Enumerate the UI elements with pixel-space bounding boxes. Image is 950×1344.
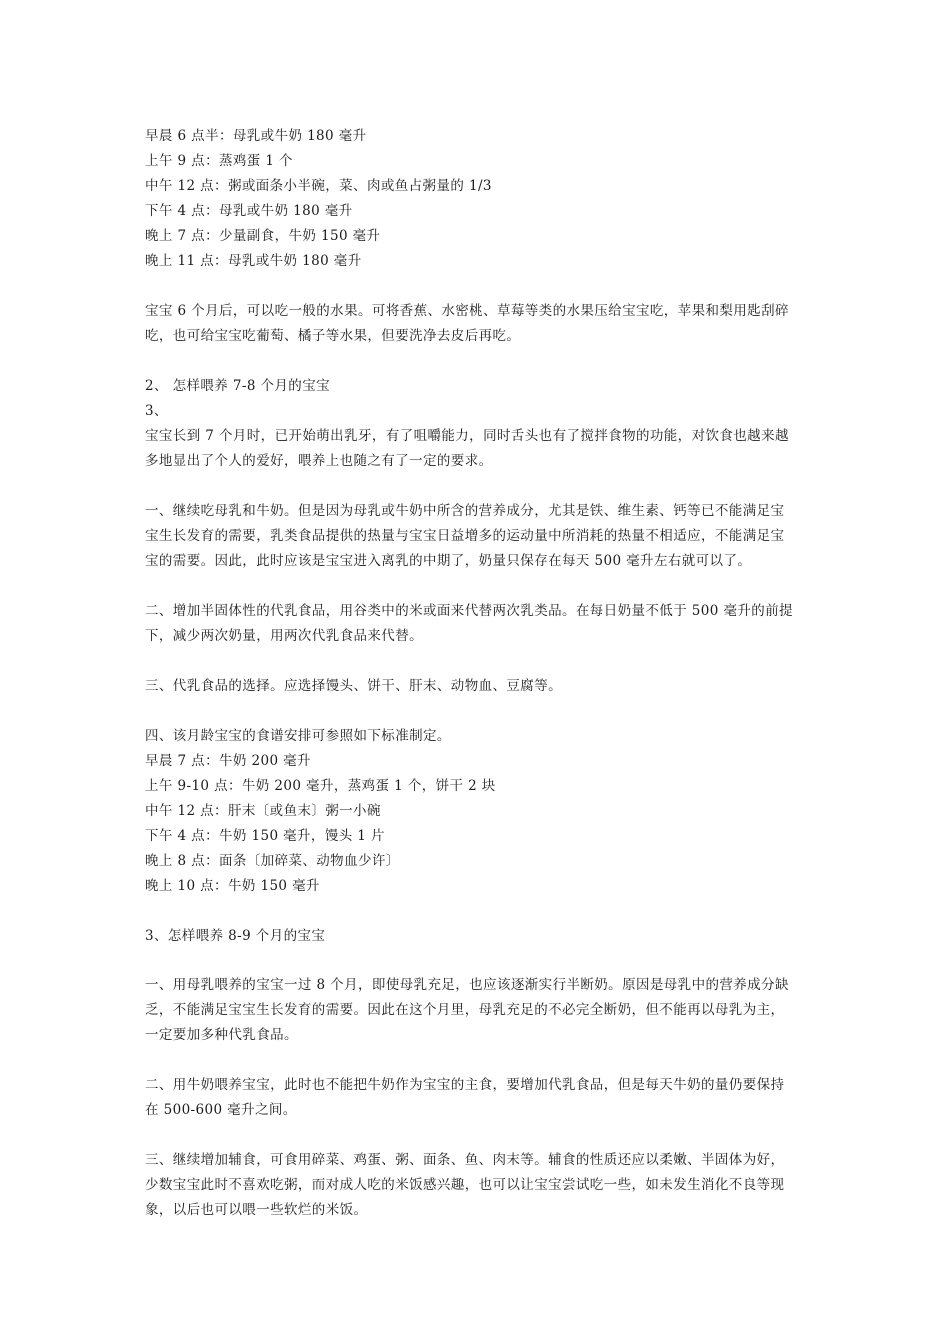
paragraph-line: 二、增加半固体性的代乳食品，用谷类中的米或面来代替两次乳类品。在每日奶量不低于 500 毫升的前提 <box>145 603 793 619</box>
paragraph-line: 一定要加多种代乳食品。 <box>145 1027 298 1043</box>
schedule-line: 晚上 10 点：牛奶 150 毫升 <box>145 878 320 894</box>
schedule-line: 下午 4 点：母乳或牛奶 180 毫升 <box>145 203 353 219</box>
paragraph-line: 一、继续吃母乳和牛奶。但是因为母乳或牛奶中所含的营养成分，尤其是铁、维生素、钙等已不能满足宝 <box>145 503 785 519</box>
paragraph-line: 三、代乳食品的选择。应选择馒头、饼干、肝末、动物血、豆腐等。 <box>145 678 562 694</box>
schedule-line: 晚上 8 点：面条〔加碎菜、动物血少许〕 <box>145 853 400 869</box>
paragraph-line: 在 500-600 毫升之间。 <box>145 1102 297 1118</box>
schedule-line: 下午 4 点：牛奶 150 毫升，馒头 1 片 <box>145 828 385 844</box>
paragraph-line: 宝的需要。因此，此时应该是宝宝进入离乳的中期了，奶量只保存在每天 500 毫升左右就可以了。 <box>145 553 752 569</box>
schedule-line: 中午 12 点：粥或面条小半碗，菜、肉或鱼占粥量的 1/3 <box>145 178 492 194</box>
paragraph-line: 象，以后也可以喂一些软烂的米饭。 <box>145 1202 368 1218</box>
paragraph-line: 二、用牛奶喂养宝宝，此时也不能把牛奶作为宝宝的主食，要增加代乳食品，但是每天牛奶的量仍要保持 <box>145 1077 785 1093</box>
paragraph-line: 下，减少两次奶量，用两次代乳食品来代替。 <box>145 628 423 644</box>
paragraph-line: 吃，也可给宝宝吃葡萄、橘子等水果，但要洗净去皮后再吃。 <box>145 328 521 344</box>
paragraph-line: 四、该月龄宝宝的食谱安排可参照如下标准制定。 <box>145 728 451 744</box>
schedule-line: 早晨 6 点半：母乳或牛奶 180 毫升 <box>145 128 367 144</box>
schedule-line: 中午 12 点：肝末〔或鱼末〕粥一小碗 <box>145 803 381 819</box>
paragraph-line: 宝宝 6 个月后，可以吃一般的水果。可将香蕉、水密桃、草莓等类的水果压给宝宝吃，苹果和梨用匙刮碎 <box>145 303 789 319</box>
section-heading: 3、怎样喂养 8-9 个月的宝宝 <box>145 928 326 944</box>
schedule-line: 早晨 7 点：牛奶 200 毫升 <box>145 753 311 769</box>
paragraph-line: 乏，不能满足宝宝生长发育的需要。因此在这个月里，母乳充足的不必完全断奶，但不能再以母乳为主， <box>145 1002 785 1018</box>
paragraph-line: 一、用母乳喂养的宝宝一过 8 个月，即使母乳充足，也应该逐渐实行半断奶。原因是母乳中的营养成分缺 <box>145 977 789 993</box>
paragraph-line: 宝宝长到 7 个月时，已开始萌出乳牙，有了咀嚼能力，同时舌头也有了搅拌食物的功能，对饮食也越来越 <box>145 428 789 444</box>
paragraph-line: 三、继续增加辅食，可食用碎菜、鸡蛋、粥、面条、鱼、肉末等。辅食的性质还应以柔嫩、半固体为好， <box>145 1152 785 1168</box>
paragraph-line: 宝生长发育的需要，乳类食品提供的热量与宝宝日益增多的运动量中所消耗的热量不相适应，不能满足宝 <box>145 528 785 544</box>
schedule-line: 上午 9-10 点：牛奶 200 毫升，蒸鸡蛋 1 个，饼干 2 块 <box>145 778 496 794</box>
paragraph-line: 多地显出了个人的爱好，喂养上也随之有了一定的要求。 <box>145 453 493 469</box>
paragraph-line: 少数宝宝此时不喜欢吃粥，而对成人吃的米饭感兴趣，也可以让宝宝尝试吃一些，如未发生消化不良等现 <box>145 1177 785 1193</box>
section-heading: 2、 怎样喂养 7-8 个月的宝宝 <box>145 378 331 394</box>
section-number: 3、 <box>145 403 168 419</box>
schedule-line: 晚上 7 点：少量副食，牛奶 150 毫升 <box>145 228 381 244</box>
schedule-line: 上午 9 点：蒸鸡蛋 1 个 <box>145 153 293 169</box>
schedule-line: 晚上 11 点：母乳或牛奶 180 毫升 <box>145 253 362 269</box>
